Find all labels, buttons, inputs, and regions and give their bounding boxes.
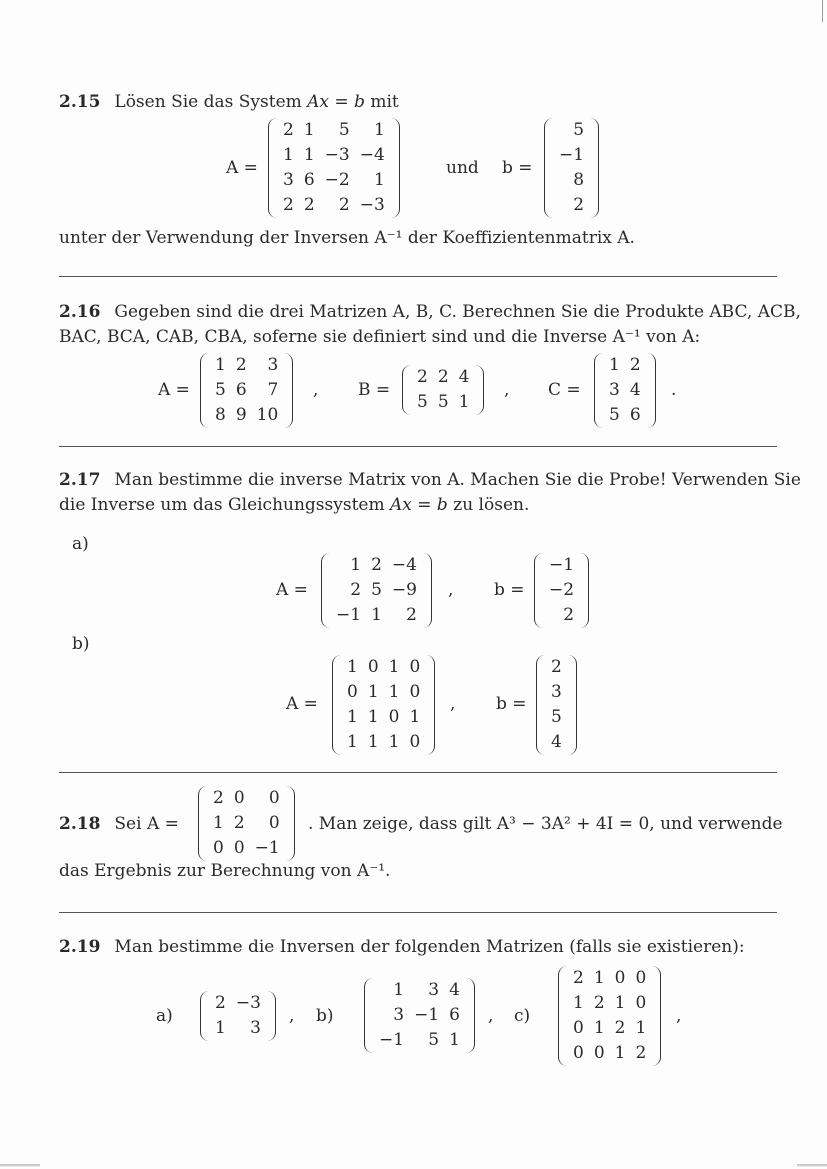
- matrix-row: [546, 655, 567, 680]
- right-bracket: [651, 966, 661, 1066]
- matrix-entry: 0: [367, 657, 379, 677]
- und-text: und: [446, 158, 479, 178]
- matrix-row: [342, 705, 425, 730]
- matrix-2-19c: [558, 966, 661, 1066]
- matrix-entries: [342, 655, 425, 755]
- matrix-row: [554, 168, 589, 193]
- matrix-entry: 0: [614, 968, 626, 988]
- matrix-entry: 5: [215, 380, 226, 400]
- matrix-entry: 1: [593, 968, 605, 988]
- matrix-entry: 1: [373, 170, 385, 190]
- problem-2-18-text: . Man zeige, dass gilt A³ − 3A² + 4I = 0, und verwende: [308, 814, 783, 834]
- matrix-row: [331, 553, 422, 578]
- matrix-entry: 2: [350, 580, 362, 600]
- matrix-entry: 6: [303, 170, 315, 190]
- matrix-entry: 1: [303, 145, 315, 165]
- matrix-row: [374, 1003, 465, 1028]
- matrix-entry: −4: [391, 555, 417, 575]
- right-bracket: [422, 553, 432, 628]
- matrix-entry: 1: [573, 993, 584, 1013]
- matrix-entry: 1: [367, 682, 379, 702]
- matrix-entry: −1: [254, 838, 280, 858]
- right-bracket: [465, 978, 475, 1053]
- separator-rule: [59, 446, 777, 447]
- right-bracket: [390, 118, 400, 218]
- matrix-entry: 0: [573, 1043, 584, 1063]
- matrix-entry: 2: [215, 993, 226, 1013]
- matrix-entry: 1: [283, 145, 294, 165]
- problem-2-17-line2: [59, 495, 529, 515]
- matrix-entry: −1: [336, 605, 362, 625]
- matrix-entry: −2: [549, 580, 575, 600]
- matrix-entries: [331, 553, 422, 628]
- matrix-row: [342, 680, 425, 705]
- problem-number: 2.17: [59, 470, 101, 490]
- matrix-entry: 2: [437, 367, 449, 387]
- comma: ,: [313, 380, 319, 400]
- problem-number: 2.15: [59, 92, 101, 112]
- matrix-entry: 2: [573, 195, 585, 215]
- problem-number: 2.19: [59, 937, 101, 957]
- matrix-entry: 2: [593, 993, 605, 1013]
- matrix-entry: −1: [559, 145, 585, 165]
- scan-edge-mark: [797, 1164, 827, 1167]
- matrix-entry: −3: [324, 145, 350, 165]
- matrix-entry: 3: [551, 682, 562, 702]
- matrix-label: A =: [276, 580, 308, 600]
- separator-rule: [59, 276, 777, 277]
- matrix-row: [554, 143, 589, 168]
- comma: ,: [448, 580, 454, 600]
- scan-edge-mark: [822, 0, 823, 22]
- matrix-row: [554, 118, 589, 143]
- matrix-entry: 1: [347, 732, 358, 752]
- left-bracket: [536, 655, 546, 755]
- matrix-entry: 5: [417, 392, 428, 412]
- matrix-entry: 0: [268, 813, 280, 833]
- matrix-row: [331, 603, 422, 628]
- matrix-label: B =: [358, 380, 391, 400]
- matrix-entry: 0: [635, 968, 647, 988]
- matrix-entry: 1: [347, 707, 358, 727]
- statement-text: Lösen Sie das System: [114, 92, 302, 112]
- problem-2-16-statement: [59, 302, 801, 322]
- matrix-entry: 3: [609, 380, 620, 400]
- matrix-entry: 4: [458, 367, 470, 387]
- scan-edge-mark: [0, 1164, 40, 1167]
- matrix-entry: 1: [373, 120, 385, 140]
- subpart-c-label: c): [514, 1006, 531, 1026]
- matrix-row: [604, 378, 646, 403]
- comma: ,: [289, 1006, 295, 1026]
- matrix-entry: 3: [267, 355, 279, 375]
- matrix-entry: 4: [629, 380, 641, 400]
- matrix-row: [604, 403, 646, 428]
- matrix-entry: 6: [629, 405, 641, 425]
- matrix-entry: 3: [283, 170, 294, 190]
- matrix-entry: 1: [213, 813, 224, 833]
- matrix-entry: 0: [573, 1018, 584, 1038]
- matrix-entries: [412, 365, 474, 415]
- matrix-label: A =: [226, 158, 258, 178]
- matrix-entry: 0: [268, 788, 280, 808]
- matrix-row: [208, 786, 285, 811]
- matrix-entry: 5: [609, 405, 620, 425]
- matrix-label: A =: [286, 694, 318, 714]
- matrix-entry: 8: [215, 405, 226, 425]
- matrix-entries: [374, 978, 465, 1053]
- left-bracket: [594, 353, 604, 428]
- matrix-entry: 0: [409, 732, 421, 752]
- matrix-B-2-16: [402, 365, 484, 415]
- matrix-row: [210, 353, 283, 378]
- matrix-entry: 2: [629, 355, 641, 375]
- comma: ,: [504, 380, 510, 400]
- matrix-A-2-18: [198, 786, 295, 861]
- matrix-entry: 1: [393, 980, 405, 1000]
- matrix-entry: 0: [409, 657, 421, 677]
- vector-b-2-17a: [534, 553, 589, 628]
- matrix-entry: 2: [551, 657, 562, 677]
- matrix-row: [374, 1028, 465, 1053]
- period: .: [671, 380, 677, 400]
- left-bracket: [332, 655, 342, 755]
- matrix-entry: 5: [573, 120, 585, 140]
- matrix-entry: 2: [573, 968, 584, 988]
- comma: ,: [488, 1006, 494, 1026]
- subpart-a-label: a): [72, 534, 89, 554]
- matrix-row: [210, 378, 283, 403]
- left-bracket: [200, 353, 210, 428]
- left-bracket: [402, 365, 412, 415]
- right-bracket: [589, 118, 599, 218]
- left-bracket: [544, 118, 554, 218]
- left-bracket: [198, 786, 208, 861]
- right-bracket: [425, 655, 435, 755]
- matrix-entries: [554, 118, 589, 218]
- matrix-entry: 1: [215, 1018, 226, 1038]
- matrix-entries: [568, 966, 651, 1066]
- matrix-entry: 2: [371, 555, 382, 575]
- matrix-entry: 1: [367, 732, 379, 752]
- matrix-row: [412, 365, 474, 390]
- vector-label: b =: [494, 580, 525, 600]
- matrix-entry: 1: [614, 993, 626, 1013]
- matrix-entry: 2: [233, 813, 245, 833]
- matrix-entry: 5: [338, 120, 350, 140]
- matrix-entry: −2: [324, 170, 350, 190]
- matrix-entry: 1: [367, 707, 379, 727]
- matrix-row: [331, 578, 422, 603]
- matrix-row: [554, 193, 589, 218]
- matrix-row: [412, 390, 474, 415]
- subpart-b-label: b): [316, 1006, 334, 1026]
- matrix-entry: 2: [417, 367, 428, 387]
- matrix-row: [210, 1016, 266, 1041]
- matrix-entry: 2: [283, 195, 294, 215]
- separator-rule: [59, 912, 777, 913]
- matrix-entry: 2: [338, 195, 350, 215]
- matrix-row: [342, 730, 425, 755]
- matrix-label: C =: [548, 380, 581, 400]
- vector-label: b =: [502, 158, 533, 178]
- matrix-entry: 1: [371, 605, 382, 625]
- problem-2-15-line2: unter der Verwendung der Inversen A⁻¹ der Koeffizientenmatrix A.: [59, 228, 635, 248]
- matrix-entry: 2: [235, 355, 247, 375]
- matrix-label: A =: [158, 380, 190, 400]
- matrix-entry: 7: [267, 380, 279, 400]
- problem-number: 2.18: [59, 814, 101, 834]
- matrix-entry: 6: [449, 1005, 460, 1025]
- matrix-entry: 0: [388, 707, 400, 727]
- matrix-2-19a: [200, 991, 276, 1041]
- matrix-entry: 0: [347, 682, 358, 702]
- statement-text: Man bestimme die inverse Matrix von A. Machen Sie die Probe! Verwenden Sie: [114, 470, 801, 490]
- matrix-C-2-16: [594, 353, 656, 428]
- matrix-entry: 1: [388, 732, 400, 752]
- problem-2-18-statement: [59, 814, 179, 834]
- matrix-entry: 0: [635, 993, 647, 1013]
- right-bracket: [474, 365, 484, 415]
- matrix-entries: [604, 353, 646, 428]
- problem-number: 2.16: [59, 302, 101, 322]
- matrix-entry: −1: [379, 1030, 405, 1050]
- matrix-row: [568, 1041, 651, 1066]
- matrix-entries: [544, 553, 579, 628]
- matrix-entries: [278, 118, 390, 218]
- matrix-entry: 5: [551, 707, 562, 727]
- matrix-row: [208, 811, 285, 836]
- statement-text: mit: [370, 92, 399, 112]
- matrix-entry: 4: [449, 980, 460, 1000]
- matrix-row: [278, 143, 390, 168]
- matrix-A-2-16: [200, 353, 293, 428]
- left-bracket: [364, 978, 374, 1053]
- matrix-entry: 5: [371, 580, 382, 600]
- matrix-entry: 3: [393, 1005, 405, 1025]
- right-bracket: [567, 655, 577, 755]
- matrix-row: [546, 680, 567, 705]
- matrix-row: [210, 991, 266, 1016]
- matrix-entry: 2: [563, 605, 575, 625]
- matrix-row: [546, 705, 567, 730]
- matrix-row: [544, 578, 579, 603]
- matrix-entry: 3: [428, 980, 440, 1000]
- matrix-entry: 6: [235, 380, 247, 400]
- matrix-entry: 1: [635, 1018, 647, 1038]
- vector-b-2-15: [544, 118, 599, 218]
- comma: ,: [450, 694, 456, 714]
- matrix-entry: 1: [350, 555, 362, 575]
- right-bracket: [646, 353, 656, 428]
- matrix-entry: 1: [593, 1018, 605, 1038]
- matrix-entries: [546, 655, 567, 755]
- left-bracket: [558, 966, 568, 1066]
- problem-2-16-line2: BAC, BCA, CAB, CBA, soferne sie definiert sind und die Inverse A⁻¹ von A:: [59, 327, 701, 347]
- matrix-A-2-17a: [321, 553, 432, 628]
- matrix-entry: 4: [551, 732, 562, 752]
- vector-b-2-17b: [536, 655, 577, 755]
- matrix-entry: 1: [609, 355, 620, 375]
- problem-2-15-statement: [59, 92, 399, 112]
- matrix-entry: 5: [428, 1030, 440, 1050]
- matrix-entry: 1: [388, 657, 400, 677]
- matrix-entry: 1: [347, 657, 358, 677]
- matrix-entry: 0: [593, 1043, 605, 1063]
- matrix-row: [208, 836, 285, 861]
- problem-2-19-statement: [59, 937, 745, 957]
- equation: Ax = b: [390, 495, 448, 515]
- matrix-entry: 1: [303, 120, 315, 140]
- matrix-entry: 1: [215, 355, 226, 375]
- matrix-A-2-17b: [332, 655, 435, 755]
- left-bracket: [268, 118, 278, 218]
- equation: Ax = b: [307, 92, 365, 112]
- matrix-entry: 1: [409, 707, 421, 727]
- matrix-row: [374, 978, 465, 1003]
- subpart-b-label: b): [72, 634, 90, 654]
- problem-2-18-line2: das Ergebnis zur Berechnung von A⁻¹.: [59, 861, 391, 881]
- matrix-entry: −1: [414, 1005, 440, 1025]
- matrix-entries: [210, 991, 266, 1041]
- statement-text: Man bestimme die Inversen der folgenden Matrizen (falls sie existieren):: [114, 937, 745, 957]
- matrix-entry: −4: [359, 145, 385, 165]
- matrix-entry: 2: [635, 1043, 647, 1063]
- right-bracket: [283, 353, 293, 428]
- matrix-row: [544, 603, 579, 628]
- matrix-row: [210, 403, 283, 428]
- matrix-row: [278, 168, 390, 193]
- matrix-row: [546, 730, 567, 755]
- matrix-entry: −3: [235, 993, 261, 1013]
- matrix-row: [278, 193, 390, 218]
- matrix-entry: −9: [391, 580, 417, 600]
- subpart-a-label: a): [156, 1006, 173, 1026]
- matrix-entry: 1: [458, 392, 470, 412]
- matrix-entry: 0: [233, 838, 245, 858]
- matrix-entry: 0: [213, 838, 224, 858]
- vector-label: b =: [496, 694, 527, 714]
- matrix-entry: 3: [250, 1018, 261, 1038]
- problem-2-17-statement: [59, 470, 801, 490]
- separator-rule: [59, 772, 777, 773]
- matrix-row: [568, 966, 651, 991]
- statement-text: Sei A =: [114, 814, 179, 834]
- matrix-A-2-15: [268, 118, 400, 218]
- left-bracket: [534, 553, 544, 628]
- matrix-entry: 2: [614, 1018, 626, 1038]
- matrix-row: [604, 353, 646, 378]
- matrix-entry: 2: [406, 605, 417, 625]
- matrix-entry: 5: [437, 392, 449, 412]
- matrix-entry: 9: [235, 405, 247, 425]
- matrix-entry: −3: [359, 195, 385, 215]
- matrix-entry: 1: [388, 682, 400, 702]
- right-bracket: [285, 786, 295, 861]
- right-bracket: [579, 553, 589, 628]
- matrix-entry: 10: [256, 405, 279, 425]
- matrix-2-19b: [364, 978, 475, 1053]
- statement-text: die Inverse um das Gleichungssystem: [59, 495, 385, 515]
- matrix-row: [278, 118, 390, 143]
- comma: ,: [676, 1006, 682, 1026]
- matrix-entry: 0: [233, 788, 245, 808]
- matrix-entry: −1: [549, 555, 575, 575]
- matrix-entry: 1: [614, 1043, 626, 1063]
- matrix-entry: 2: [303, 195, 315, 215]
- matrix-entries: [208, 786, 285, 861]
- right-bracket: [266, 991, 276, 1041]
- matrix-entry: 2: [213, 788, 224, 808]
- matrix-row: [568, 991, 651, 1016]
- left-bracket: [200, 991, 210, 1041]
- matrix-row: [544, 553, 579, 578]
- matrix-entry: 1: [449, 1030, 460, 1050]
- statement-text: Gegeben sind die drei Matrizen A, B, C. Berechnen Sie die Produkte ABC, ACB,: [114, 302, 801, 322]
- matrix-entry: 8: [573, 170, 585, 190]
- matrix-entry: 2: [283, 120, 294, 140]
- matrix-entry: 0: [409, 682, 421, 702]
- matrix-entries: [210, 353, 283, 428]
- statement-text: zu lösen.: [453, 495, 530, 515]
- left-bracket: [321, 553, 331, 628]
- matrix-row: [342, 655, 425, 680]
- matrix-row: [568, 1016, 651, 1041]
